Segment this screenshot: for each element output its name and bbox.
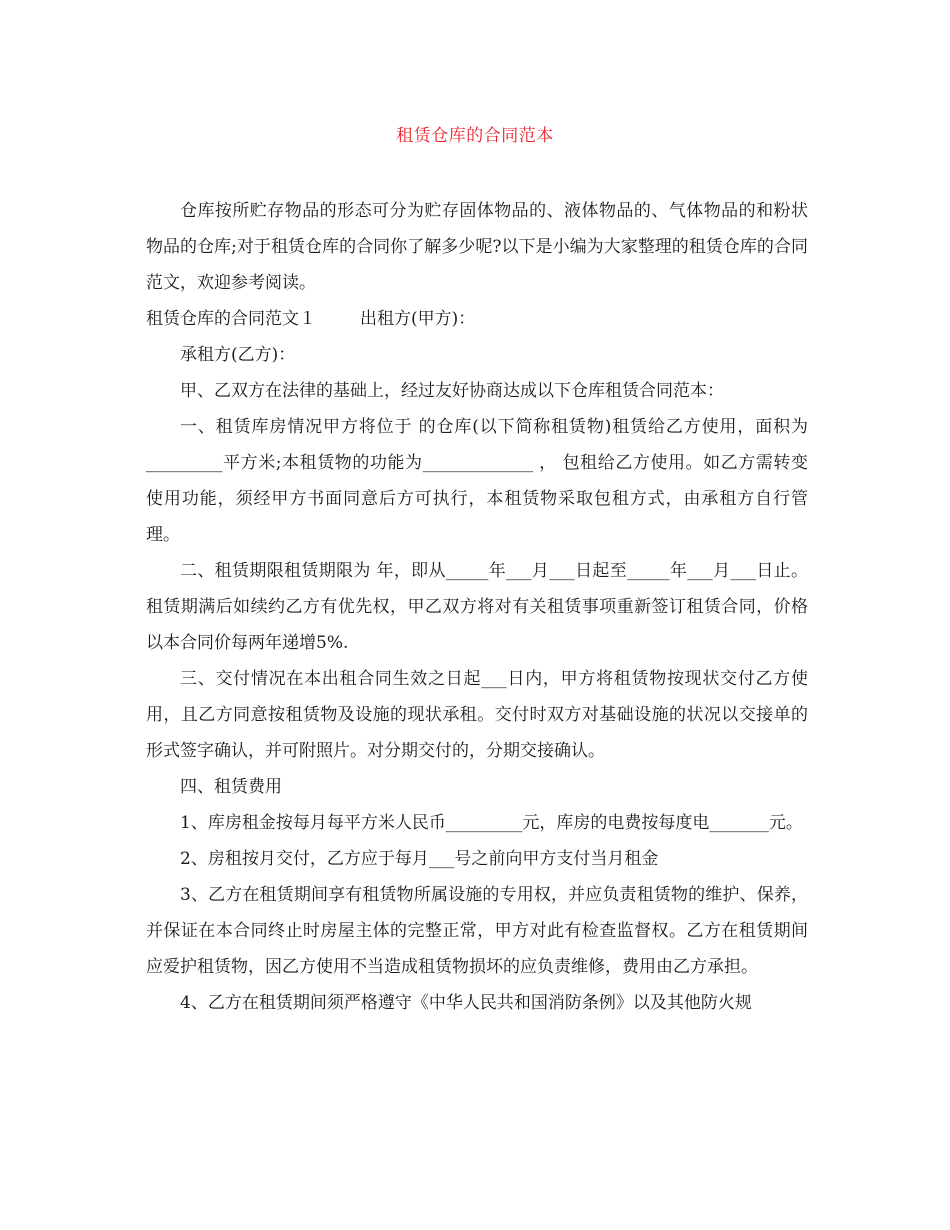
clause-2-paragraph: 二、租赁期限租赁期限为 年，即从_____年___月___日起至_____年___月___日止。租赁期满后如续约乙方有优先权，甲乙双方将对有关租赁事项重新签订租赁合同，价格以本合同价每两年递增5%. <box>146 561 808 653</box>
intro-paragraph: 仓库按所贮存物品的形态可分为贮存固体物品的、液体物品的、气体物品的和粉状物品的仓库;对于租赁仓库的合同你了解多少呢?以下是小编为大家整理的租赁仓库的合同范文，欢迎参考阅读。 <box>146 201 808 293</box>
preamble-paragraph: 甲、乙双方在法律的基础上，经过友好协商达成以下仓库租赁合同范本： <box>180 381 724 401</box>
lessee-label: 承租方(乙方)： <box>180 345 296 365</box>
document-body <box>146 193 808 1021</box>
clause-1-paragraph: 一、租赁库房情况甲方将位于 的仓库(以下简称租赁物)租赁给乙方使用，面积为_________平方米;本租赁物的功能为_____________ ， 包租给乙方使用。如乙方需转变使用功能，须经甲方书面同意后方可执行，本租赁物采取包租方式，由承租方自行管理。 <box>146 417 808 545</box>
item-1-paragraph: 1、库房租金按每月每平方米人民币_________元，库房的电费按每度电_______元。 <box>180 813 803 833</box>
clause-3-paragraph: 三、交付情况在本出租合同生效之日起___日内，甲方将租赁物按现状交付乙方使用，且乙方同意按租赁物及设施的现状承租。交付时双方对基础设施的状况以交接单的形式签字确认，并可附照片。对分期交付的，分期交接确认。 <box>146 669 808 761</box>
document-title: 租赁仓库的合同范本 <box>396 126 554 146</box>
clause-4-heading: 四、租赁费用 <box>180 777 282 797</box>
lessor-label: 出租方(甲方)： <box>360 309 476 329</box>
sample-heading-line <box>146 301 808 337</box>
sample-heading: 租赁仓库的合同范文１ <box>146 309 316 329</box>
item-3-paragraph: 3、乙方在租赁期间享有租赁物所属设施的专用权，并应负责租赁物的维护、保养，并保证在本合同终止时房屋主体的完整正常，甲方对此有检查监督权。乙方在租赁期间应爱护租赁物，因乙方使用不当造成租赁物损坏的应负责维修，费用由乙方承担。 <box>146 885 808 977</box>
item-4-paragraph: 4、乙方在租赁期间须严格遵守《中华人民共和国消防条例》以及其他防火规 <box>180 993 752 1013</box>
item-2-paragraph: 2、房租按月交付，乙方应于每月___号之前向甲方支付当月租金 <box>180 849 659 869</box>
